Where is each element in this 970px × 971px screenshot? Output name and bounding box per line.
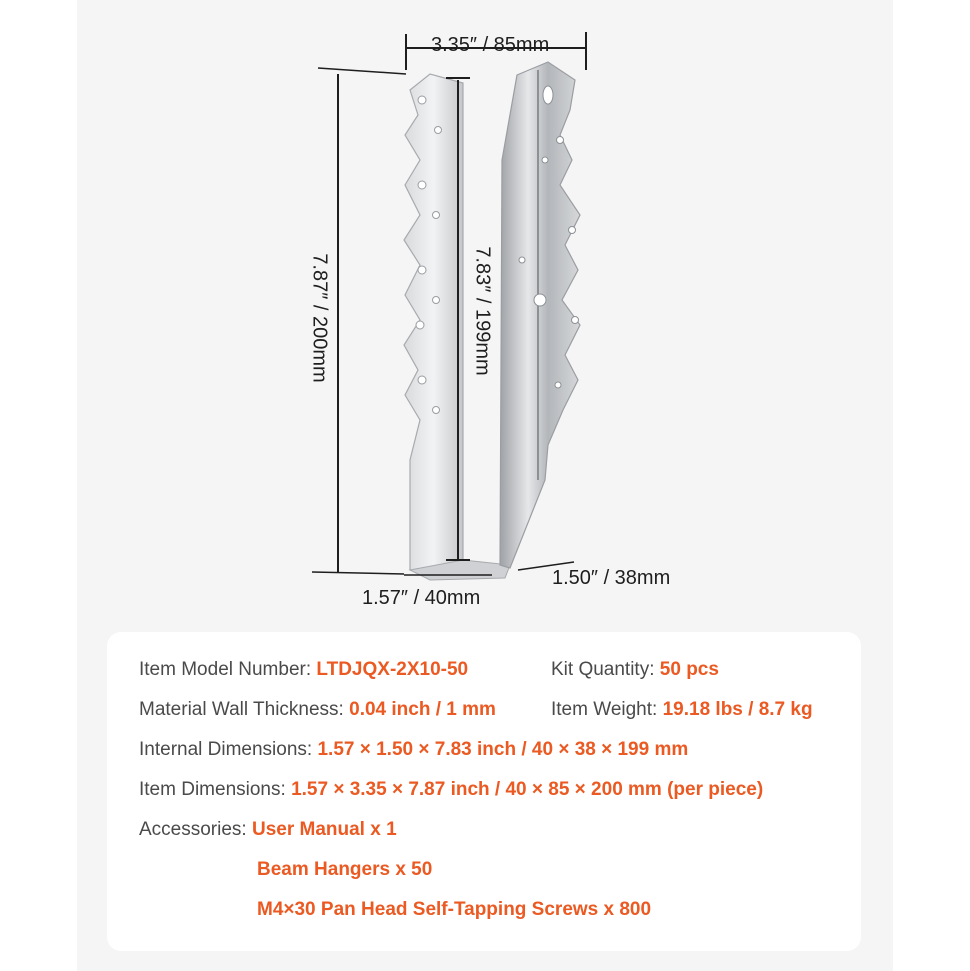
kit-quantity-label: Kit Quantity: [551, 659, 655, 680]
internal-dimensions-row [139, 738, 688, 762]
kit-quantity-value: 50 pcs [659, 659, 719, 680]
bottom-depth-label: 1.50″ / 38mm [552, 567, 671, 589]
internal-dimensions-label: Internal Dimensions: [139, 739, 313, 760]
item-dimensions-label: Item Dimensions: [139, 779, 286, 800]
accessory-line [257, 858, 432, 882]
item-weight-value: 19.18 lbs / 8.7 kg [662, 699, 813, 720]
internal-dimensions-value: 1.57 × 1.50 × 7.83 inch / 40 × 38 × 199 mm [317, 739, 689, 760]
wall-thickness-label: Material Wall Thickness: [139, 699, 344, 720]
accessory-item: Beam Hangers x 50 [257, 859, 433, 880]
inner-height-label: 7.83″ / 199mm [471, 246, 494, 376]
model-number-value: LTDJQX-2X10-50 [316, 659, 469, 680]
accessories-label: Accessories: [139, 819, 247, 840]
width-dimension-label: 3.35″ / 85mm [431, 34, 550, 56]
left-flange [404, 74, 463, 575]
kit-quantity-row [551, 658, 719, 682]
accessories-row [139, 818, 397, 842]
wall-thickness-value: 0.04 inch / 1 mm [349, 699, 496, 720]
item-weight-label: Item Weight: [551, 699, 658, 720]
right-flange [500, 62, 580, 568]
accessory-item: M4×30 Pan Head Self-Tapping Screws x 800 [257, 899, 652, 920]
accessory-line [257, 898, 651, 922]
wall-thickness-row [139, 698, 496, 722]
outer-height-label: 7.87″ / 200mm [308, 253, 331, 383]
item-weight-row [551, 698, 813, 722]
bottom-width-label: 1.57″ / 40mm [362, 587, 481, 609]
model-number-label: Item Model Number: [139, 659, 312, 680]
accessory-item: User Manual x 1 [251, 819, 397, 840]
item-dimensions-value: 1.57 × 3.35 × 7.87 inch / 40 × 85 × 200 mm (per piece) [291, 779, 764, 800]
model-number-row [139, 658, 468, 682]
item-dimensions-row [139, 778, 763, 802]
